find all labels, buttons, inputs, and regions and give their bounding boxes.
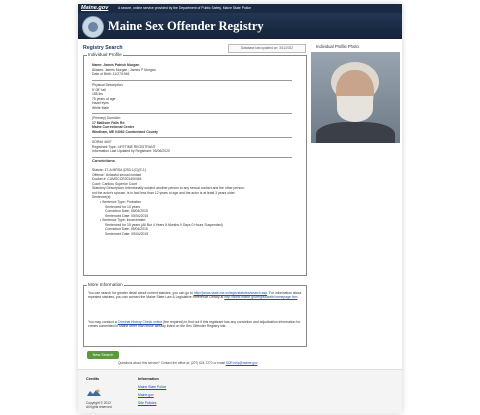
statutes-search-link[interactable]: http://janus.state.me.us/legis/statutes/search.asp <box>193 291 268 295</box>
sentence-2-type-text: Sentence Type: Incarcerated <box>102 218 146 222</box>
footer-link-maine-state-police[interactable]: Maine State Police <box>138 385 167 389</box>
conviction-court: Court: Caribou Superior Court <box>92 181 138 186</box>
statutes-text-a: You can search for greater detail about current statutes, you can go to <box>88 291 193 295</box>
sentence-1-length: Sentenced for 10 years <box>105 204 141 209</box>
questions-note <box>118 361 257 365</box>
profile-eyes: Hazel eyes <box>92 101 109 105</box>
page <box>78 4 402 413</box>
more-information-legend: More Information <box>88 282 123 287</box>
criminal-history-text-b: (fee required) to find out if this registrant has any <box>163 320 237 324</box>
divider <box>92 157 292 158</box>
sentence-2-conviction-date: Conviction Date: 05/04/2015 <box>105 227 148 231</box>
physical-description-heading: Physical Description: <box>92 83 124 87</box>
address-line-1: 17 Mallison Falls Rd <box>92 120 125 125</box>
convictions-heading: Convictions <box>92 158 115 163</box>
sentence-1-type-text: Sentence Type: Probation <box>102 200 142 204</box>
sentences-label: Sentence(s): <box>92 195 112 199</box>
site-title: Maine Sex Offender Registry <box>108 19 264 33</box>
profile-height: 5' 08" tall <box>92 87 106 92</box>
rights-reserved: All rights reserved. <box>86 405 113 409</box>
profile-aliases: Aliases: James Morgan ; James P Morgan <box>92 67 156 72</box>
top-bar <box>78 4 402 13</box>
state-seal-icon <box>82 16 104 38</box>
profile-weight: 185 lbs <box>92 92 103 96</box>
criminal-history-text-a: You may conduct a <box>88 320 117 324</box>
photo-label: Individual Profile Photo <box>316 44 359 49</box>
sentence-2-type: • Sentence Type: Incarcerated <box>100 218 146 222</box>
credits-heading: Credits <box>86 377 100 381</box>
more-information-section <box>83 282 307 347</box>
individual-profile-section <box>83 52 307 276</box>
statutory-description-1: Statutory Description: Intentionally subject another person to any sexual contact and the other person, <box>92 186 245 190</box>
sentence-2-length: Sentenced for 15 years (All But 4 Years 6 Months 0 Days 0 Hours Suspended) <box>105 222 223 227</box>
top-bar-tagline: A secure, online service provided by the Department of Public Safety, Maine State Police <box>118 6 251 10</box>
address-line-2: Maine Correctional Center <box>92 125 135 129</box>
header-banner <box>78 13 402 39</box>
questions-text: Questions about this service? Contact the office at: (207) 624-7270 or email <box>118 361 225 365</box>
help-email-link[interactable]: SOR.help@maine.gov <box>225 361 258 365</box>
copyright: Copyright © 2012 <box>86 401 111 405</box>
conviction-offense: Offense: Unlawful sexual contact <box>92 172 142 177</box>
divider <box>92 137 292 138</box>
new-search-button[interactable]: New Search <box>87 351 119 359</box>
footer <box>78 369 402 413</box>
registry-search-heading: Registry Search <box>83 45 123 51</box>
conviction-docket: Docket #: CUMSCCR201400464 <box>92 177 142 181</box>
profile-dob: Date of Birth: 11/27/1946 <box>92 72 130 76</box>
statutes-text-c: contact the Maine State Law & Legislative Reference Library at <box>128 295 224 300</box>
divider <box>92 113 292 114</box>
criminal-history-link[interactable]: Criminal History Check online <box>117 320 163 324</box>
statutes-text-b: . For information about repealed statutes, you can <box>88 291 302 300</box>
individual-profile-legend: Individual Profile <box>88 52 122 57</box>
profile-race-sex: White Male <box>92 105 109 110</box>
address-line-3: Windham, ME 04062 Cumberland County <box>92 129 158 134</box>
sentence-1-type: • Sentence Type: Probation <box>100 200 142 204</box>
registrant-type: Registrant Type: LIFETIME REGISTRANT <box>92 144 156 149</box>
footer-link-site-policies[interactable]: Site Policies <box>138 401 157 405</box>
law-library-link[interactable]: http://www.maine.gov/legis/lawlib/homepage.htm <box>224 295 298 300</box>
sentence-2-sentenced-date: Sentenced Date: 05/04/2015 <box>105 231 149 236</box>
footer-link-maine-gov[interactable]: Maine.gov <box>138 393 154 397</box>
divider <box>92 80 292 81</box>
sentence-1-conviction-date: Conviction Date: 05/04/2015 <box>105 209 148 213</box>
database-updated-note: Database last updated on: 3/11/2022 <box>228 44 306 53</box>
domicile-heading: (Primary) Domicile: <box>92 116 121 120</box>
maine-gov-link[interactable]: Maine.gov <box>81 5 109 11</box>
criminal-history-text-d: the Sex Offender Registry site. <box>180 324 227 329</box>
sor-id: SOR## 4607 <box>92 140 112 144</box>
criminal-history-text-c: conviction and adjudication information for crimes committed in Maine other than those already listed on <box>88 320 301 329</box>
profile-name: Name: James Patrick Morgan <box>92 63 140 67</box>
statutes-paragraph <box>88 291 302 300</box>
profile-age: 75 years of age <box>92 96 116 101</box>
maine-gov-logo-icon <box>86 388 102 398</box>
sentence-1-sentenced-date: Sentenced Date: 05/04/2015 <box>105 213 149 218</box>
info-last-updated: Information Last Updated by Registrant: 05/06/2020 <box>92 149 170 153</box>
information-heading: Information <box>138 377 159 381</box>
criminal-history-paragraph <box>88 320 302 329</box>
profile-photo <box>311 52 400 143</box>
conviction-statute: Statute: 17-A MRSA §253-1(C)(E-1) <box>92 168 146 172</box>
statutory-description-2: not the actor's spouse, is in fact less than 12 years of age and the actor is at least 3 years older. <box>92 190 236 195</box>
